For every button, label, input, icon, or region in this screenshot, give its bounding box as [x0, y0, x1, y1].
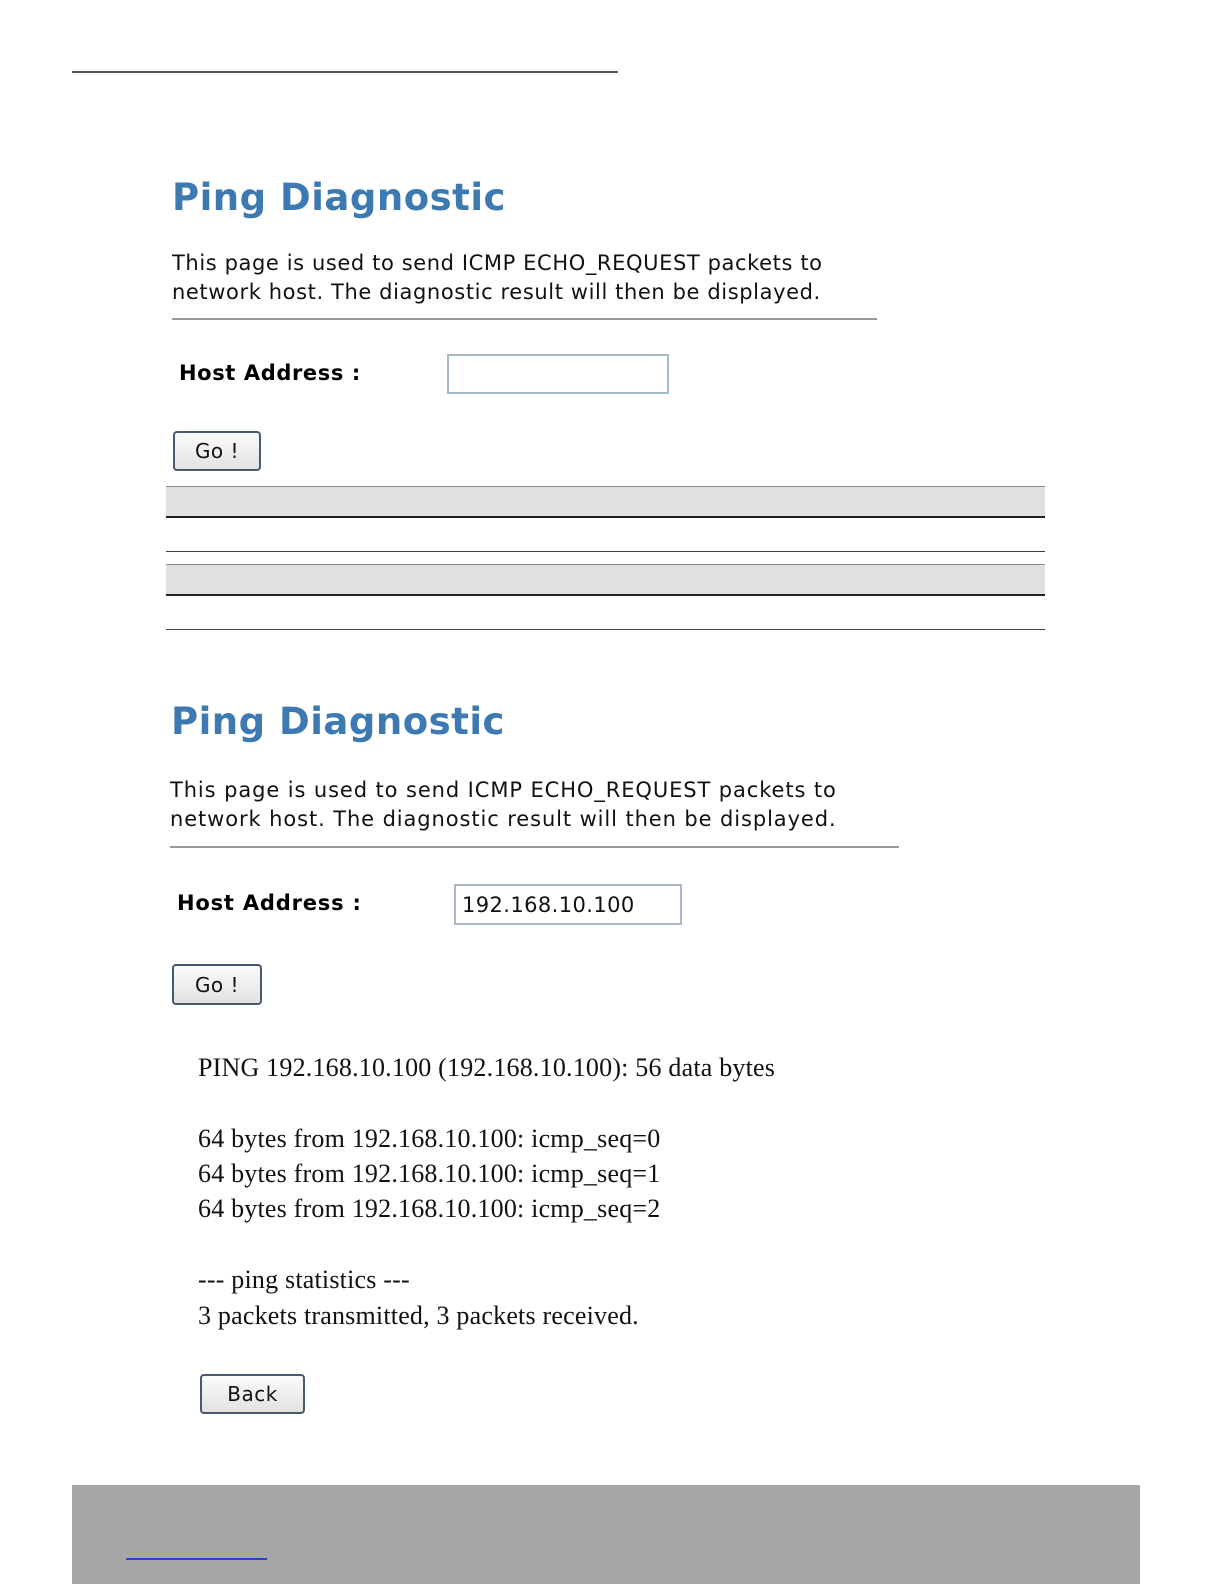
result-row-line [166, 551, 1045, 552]
description-divider [172, 318, 877, 320]
back-button[interactable]: Back [200, 1374, 305, 1414]
page-description-line-2: network host. The diagnostic result will then be displayed. [170, 807, 837, 831]
ping-result-header: PING 192.168.10.100 (192.168.10.100): 56 data bytes [198, 1053, 776, 1082]
ping-statistics-heading: --- ping statistics --- [198, 1265, 410, 1294]
ping-reply-line: 64 bytes from 192.168.10.100: icmp_seq=1 [198, 1159, 661, 1188]
header-rule [72, 71, 618, 73]
page-description-line-1: This page is used to send ICMP ECHO_REQUEST packets to [170, 778, 837, 802]
description-divider [170, 846, 899, 848]
ping-statistics-summary: 3 packets transmitted, 3 packets received. [198, 1301, 639, 1330]
footer-bar [72, 1485, 1140, 1584]
host-address-input[interactable] [447, 354, 669, 394]
ping-reply-line: 64 bytes from 192.168.10.100: icmp_seq=2 [198, 1194, 661, 1223]
page-title: Ping Diagnostic [171, 700, 505, 743]
result-header-bar [166, 486, 1045, 518]
page-description-line-2: network host. The diagnostic result will then be displayed. [172, 280, 821, 304]
footer-link[interactable] [126, 1558, 267, 1560]
page-title: Ping Diagnostic [172, 176, 506, 219]
host-address-label: Host Address : [177, 891, 362, 915]
go-button[interactable]: Go ! [172, 964, 262, 1005]
result-header-bar [166, 564, 1045, 596]
go-button[interactable]: Go ! [173, 431, 261, 471]
page-description-line-1: This page is used to send ICMP ECHO_REQUEST packets to [172, 251, 823, 275]
host-address-input[interactable] [454, 884, 682, 925]
ping-reply-line: 64 bytes from 192.168.10.100: icmp_seq=0 [198, 1124, 661, 1153]
result-row-line [166, 629, 1045, 630]
host-address-label: Host Address : [179, 361, 361, 385]
